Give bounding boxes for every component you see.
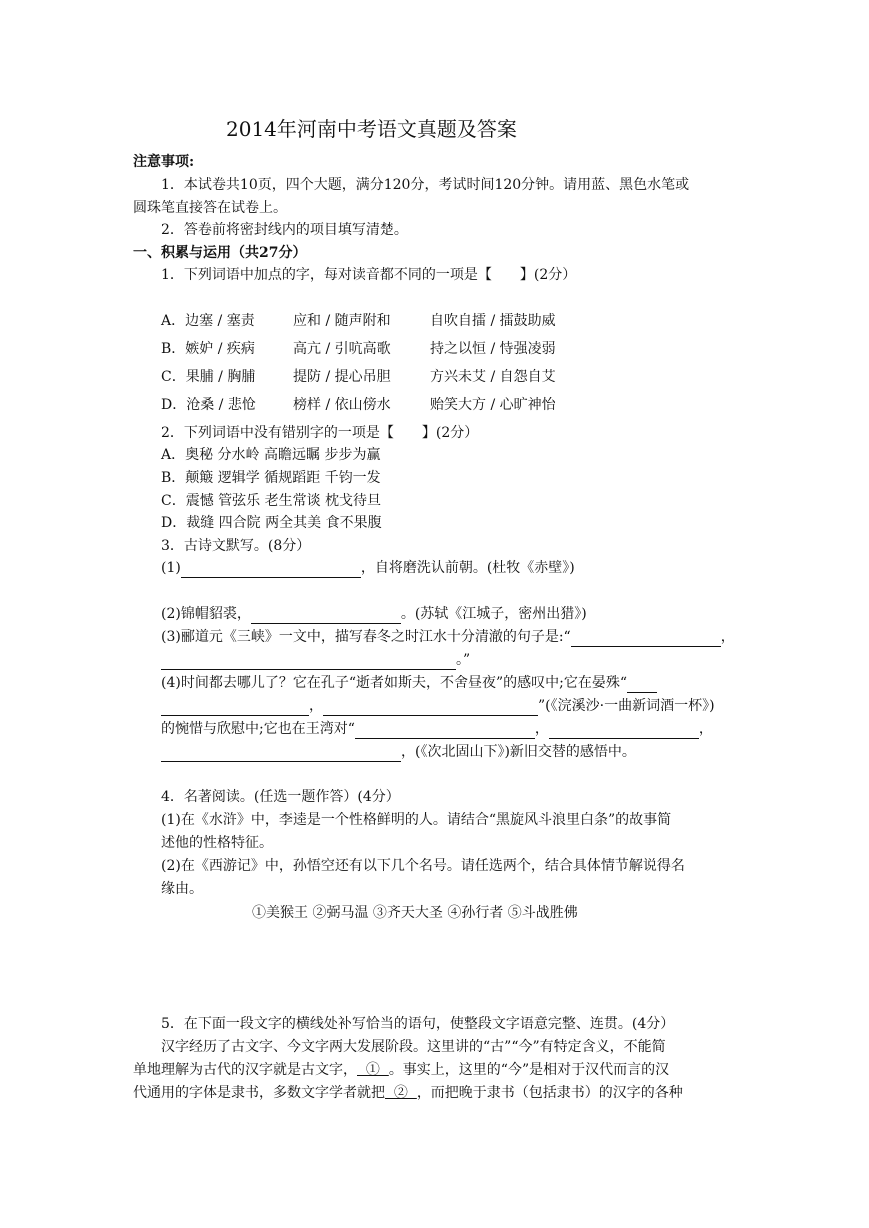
q1-option-c-col3: 方兴未艾 / 自怨自艾 — [430, 369, 556, 385]
notice-item-2: 2．答卷前将密封线内的项目填写清楚。 — [161, 222, 408, 238]
q4-part-1a: (1)在《水浒》中，李逵是一个性格鲜明的人。请结合“黑旋风斗浪里白条”的故事简 — [161, 812, 672, 828]
q3-blank-1[interactable] — [181, 562, 361, 578]
q3-part-1 — [161, 558, 575, 578]
q1-option-b-col1: B．嫉妒 / 疾病 — [161, 341, 255, 357]
q3-part-4-text-2: 的惋惜与欣慰中;它也在王湾对“ — [161, 721, 355, 737]
q3-part-4 — [161, 673, 657, 693]
q5-line-3-text: 代通用的字体是隶书，多数文字学者就把 — [133, 1085, 385, 1101]
q5-line-2 — [133, 1060, 669, 1080]
q5-blank-2[interactable]: ② — [385, 1085, 417, 1101]
page-title: 2014年河南中考语文真题及答案 — [226, 117, 517, 141]
section-1-heading: 一、积累与运用（共27分） — [133, 245, 307, 261]
q1-option-b-col3: 持之以恒 / 恃强凌弱 — [430, 341, 556, 357]
q2-option-b: B．颠簸 逻辑学 循规蹈距 千钧一发 — [161, 470, 381, 486]
q3-blank-4f[interactable] — [161, 746, 401, 762]
q5-line-2-tail: 。事实上，这里的“今”是相对于汉代而言的汉 — [388, 1062, 670, 1078]
q3-blank-4d[interactable] — [355, 723, 535, 739]
q5-line-3 — [133, 1083, 683, 1103]
q5-line-1: 汉字经历了古文字、今文字两大发展阶段。这里讲的“古”“今”有特定含义，不能简 — [161, 1039, 666, 1055]
question-2-stem: 2．下列词语中没有错别字的一项是【 】(2分） — [161, 425, 479, 441]
q3-blank-3b[interactable] — [161, 654, 456, 670]
notice-item-1-cont: 圆珠笔直接答在试卷上。 — [133, 200, 287, 216]
q2-option-a: A．奥秘 分水岭 高瞻远瞩 步步为赢 — [161, 447, 381, 463]
q5-line-3-tail: ，而把晚于隶书（包括隶书）的汉字的各种 — [416, 1085, 683, 1101]
q3-blank-4b[interactable] — [161, 700, 309, 716]
q3-part-3-comma: ， — [720, 629, 735, 645]
q3-part-2 — [161, 604, 587, 624]
q3-blank-4c[interactable] — [323, 700, 538, 716]
q5-blank-1[interactable]: ① — [357, 1062, 389, 1078]
q3-blank-2[interactable] — [251, 608, 401, 624]
q3-part-1-label: (1) — [161, 560, 181, 576]
question-5-stem: 5．在下面一段文字的横线处补写恰当的语句，使整段文字语意完整、连贯。(4分） — [161, 1016, 675, 1032]
q3-part-4-line4 — [161, 742, 636, 762]
q3-blank-4a[interactable] — [627, 677, 657, 693]
q3-part-3 — [161, 627, 735, 647]
notice-heading: 注意事项: — [133, 154, 195, 170]
q1-option-c-col1: C．果脯 / 胸脯 — [161, 369, 256, 385]
q1-option-c-col2: 提防 / 提心吊胆 — [293, 369, 391, 385]
q3-part-3-cont — [161, 650, 470, 670]
q4-part-2a: (2)在《西游记》中，孙悟空还有以下几个名号。请任选两个，结合具体情节解说得名 — [161, 858, 685, 874]
q3-part-4-line3 — [161, 719, 713, 739]
q1-option-a-col1: A．边塞 / 塞责 — [161, 313, 255, 329]
q1-option-d-col1: D．沧桑 / 悲怆 — [161, 397, 256, 413]
q3-part-4-comma: ， — [309, 698, 323, 714]
q2-option-c: C．震憾 管弦乐 老生常谈 枕戈待旦 — [161, 493, 382, 509]
q3-blank-4e[interactable] — [549, 723, 699, 739]
q5-line-2-text: 单地理解为古代的汉字就是古文字， — [133, 1062, 357, 1078]
q3-part-4-text: (4)时间都去哪儿了？它在孔子“逝者如斯夫，不舍昼夜”的感叹中;它在晏殊“ — [161, 675, 628, 691]
q1-option-a-col3: 自吹自擂 / 擂鼓助威 — [430, 313, 556, 329]
q3-part-4-source: ”(《浣溪沙·一曲新词酒一杯》) — [538, 698, 715, 714]
q3-part-4-comma-2: ， — [534, 721, 549, 737]
q3-part-3-text: (3)郦道元《三峡》一文中，描写春冬之时江水十分清澈的句子是:“ — [161, 629, 571, 645]
q3-part-2-label: (2)锦帽貂裘， — [161, 606, 251, 622]
q1-option-b-col2: 高亢 / 引吭高歌 — [293, 341, 391, 357]
question-1-stem: 1．下列词语中加点的字，每对读音都不同的一项是【 】(2分） — [161, 267, 577, 283]
q4-names-list: ①美猴王 ②弼马温 ③齐天大圣 ④孙行者 ⑤斗战胜佛 — [252, 905, 578, 921]
q3-part-4-end: ，(《次北固山下》)新旧交替的感悟中。 — [401, 744, 636, 760]
q3-part-4-cont — [161, 696, 715, 716]
q3-blank-3a[interactable] — [571, 631, 721, 647]
q3-part-2-text: 。(苏轼《江城子，密州出猎》) — [400, 606, 587, 622]
q3-part-1-text: ，自将磨洗认前朝。(杜牧《赤壁》) — [360, 560, 575, 576]
q1-option-a-col2: 应和 / 随声附和 — [293, 313, 391, 329]
q3-part-4-comma-3: ， — [698, 721, 713, 737]
question-3-stem: 3．古诗文默写。(8分） — [161, 538, 311, 554]
q3-part-3-end: 。” — [456, 652, 471, 668]
question-4-stem: 4．名著阅读。(任选一题作答）(4分） — [161, 789, 400, 805]
q4-part-1b: 述他的性格特征。 — [161, 835, 273, 851]
q4-part-2b: 缘由。 — [161, 881, 203, 897]
notice-item-1: 1．本试卷共10页，四个大题，满分120分，考试时间120分钟。请用蓝、黑色水笔或 — [161, 177, 690, 193]
q1-option-d-col2: 榜样 / 依山傍水 — [293, 397, 391, 413]
q1-option-d-col3: 贻笑大方 / 心旷神怡 — [430, 397, 556, 413]
q2-option-d: D．裁缝 四合院 两全其美 食不果腹 — [161, 515, 382, 531]
